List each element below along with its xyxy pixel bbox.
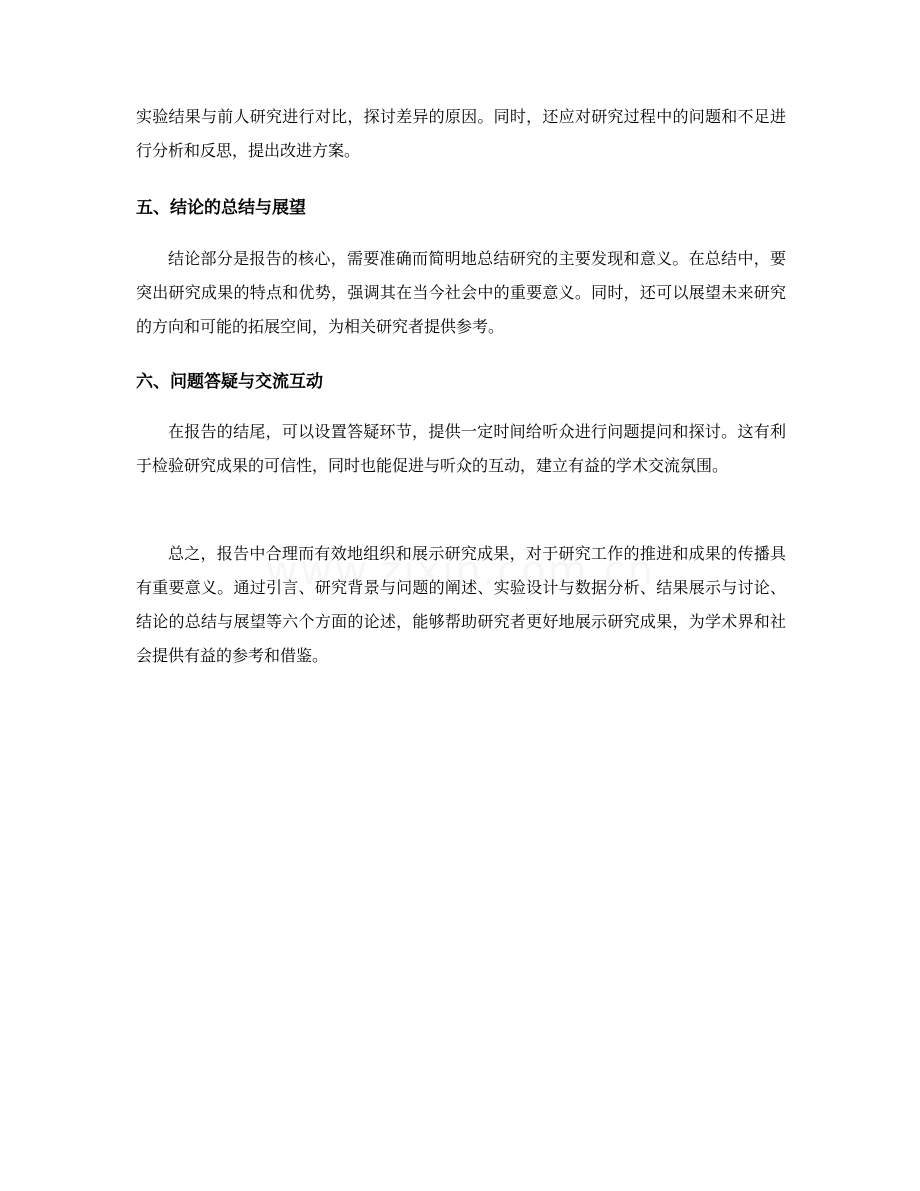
- section-heading-5: [136, 196, 786, 220]
- paragraph-continued: [136, 100, 786, 168]
- paragraph-text: 实验结果与前人研究进行对比，探讨差异的原因。同时，还应对研究过程中的问题和不足进行分析和反思，提出改进方案。: [136, 107, 786, 160]
- paragraph-text: 结论部分是报告的核心，需要准确而简明地总结研究的主要发现和意义。在总结中，要突出研究成果的特点和优势，强调其在当今社会中的重要意义。同时，还可以展望未来研究的方向和可能的拓展空间，为相关研究者提供参考。: [136, 249, 786, 336]
- paragraph-text: 在报告的结尾，可以设置答疑环节，提供一定时间给听众进行问题提问和探讨。这有利于检验研究成果的可信性，同时也能促进与听众的互动，建立有益的学术交流氛围。: [136, 422, 786, 475]
- heading-text: 五、结论的总结与展望: [136, 198, 306, 218]
- paragraph-conclusion: [136, 242, 786, 344]
- paragraph-text: 总之，报告中合理而有效地组织和展示研究成果，对于研究工作的推进和成果的传播具有重要意义。通过引言、研究背景与问题的阐述、实验设计与数据分析、结果展示与讨论、结论的总结与展望等六个方面的论述，能够帮助研究者更好地展示研究成果，为学术界和社会提供有益的参考和借鉴。: [136, 544, 786, 665]
- heading-text: 六、问题答疑与交流互动: [136, 372, 323, 392]
- section-heading-6: [136, 370, 786, 394]
- paragraph-summary: [136, 537, 786, 673]
- paragraph-qa: [136, 415, 786, 483]
